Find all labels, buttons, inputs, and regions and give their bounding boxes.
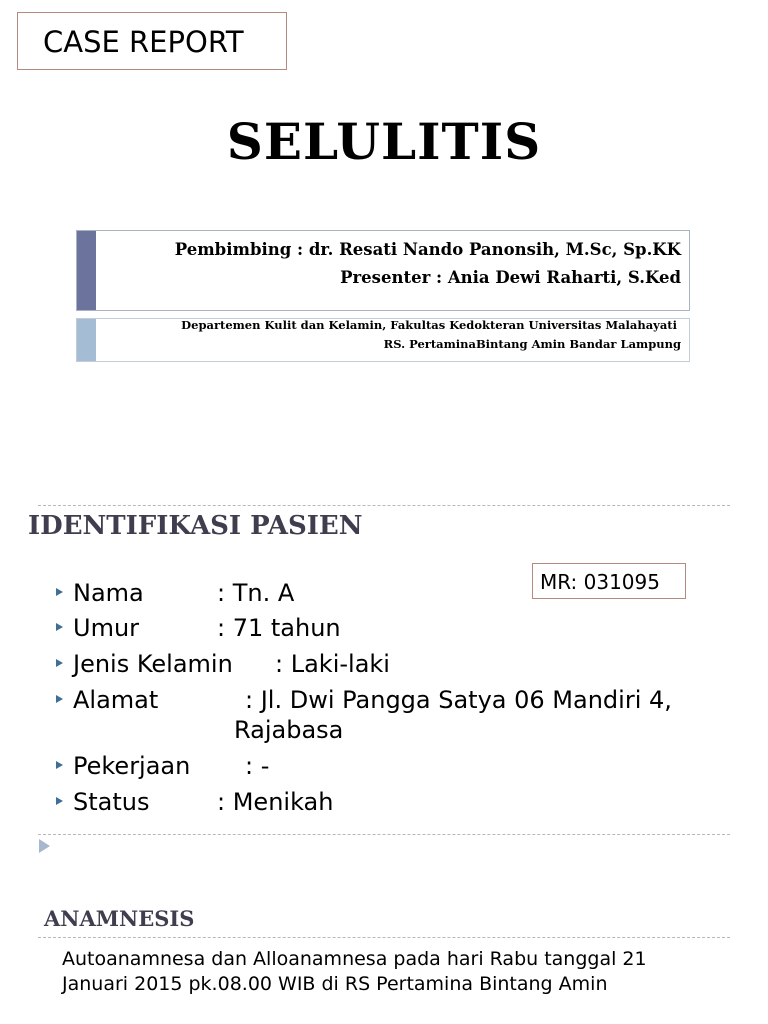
triangle-right-icon bbox=[39, 839, 50, 853]
accent-bar-light bbox=[77, 319, 96, 361]
triangle-right-icon bbox=[56, 761, 63, 769]
hospital-text: RS. PertaminaBintang Amin Bandar Lampung bbox=[383, 337, 681, 351]
field-value: : 71 tahun bbox=[217, 614, 341, 642]
field-label: Status bbox=[73, 788, 150, 816]
field-label: Pekerjaan bbox=[73, 752, 191, 780]
field-label: Nama bbox=[73, 579, 144, 607]
department-box bbox=[76, 318, 690, 362]
case-report-label: CASE REPORT bbox=[17, 12, 287, 70]
triangle-right-icon bbox=[56, 588, 63, 596]
triangle-right-icon bbox=[56, 659, 63, 667]
presenter-box bbox=[76, 230, 690, 311]
triangle-right-icon bbox=[56, 797, 63, 805]
triangle-right-icon bbox=[56, 695, 63, 703]
field-label: Umur bbox=[73, 614, 140, 642]
anamnesis-text-line-2: Januari 2015 pk.08.00 WIB di RS Pertamina Bintang Amin bbox=[62, 973, 608, 995]
accent-bar bbox=[77, 231, 96, 310]
alamat-continuation: Rajabasa bbox=[234, 716, 344, 744]
field-value: : Tn. A bbox=[217, 579, 295, 607]
field-value: : Laki-laki bbox=[275, 650, 390, 678]
field-value: : - bbox=[245, 752, 270, 780]
field-value: : Jl. Dwi Pangga Satya 06 Mandiri 4, bbox=[245, 686, 672, 714]
triangle-right-icon bbox=[56, 623, 63, 631]
department-text: Departemen Kulit dan Kelamin, Fakultas Kedokteran Universitas Malahayati bbox=[181, 318, 677, 332]
divider-line bbox=[38, 937, 730, 938]
field-value: : Menikah bbox=[217, 788, 334, 816]
divider-line bbox=[38, 505, 730, 506]
divider-line bbox=[38, 834, 730, 835]
section-heading-identifikasi: IDENTIFIKASI PASIEN bbox=[28, 511, 363, 541]
mr-number-box: MR: 031095 bbox=[532, 563, 686, 599]
anamnesis-text-line-1: Autoanamnesa dan Alloanamnesa pada hari Rabu tanggal 21 bbox=[62, 948, 647, 970]
section-heading-anamnesis: ANAMNESIS bbox=[44, 906, 195, 931]
field-label: Jenis Kelamin bbox=[73, 650, 233, 678]
pembimbing-text: Pembimbing : dr. Resati Nando Panonsih, M.Sc, Sp.KK bbox=[174, 240, 681, 259]
field-label: Alamat bbox=[73, 686, 159, 714]
slide-title: SELULITIS bbox=[226, 112, 542, 171]
presenter-text: Presenter : Ania Dewi Raharti, S.Ked bbox=[340, 268, 681, 287]
